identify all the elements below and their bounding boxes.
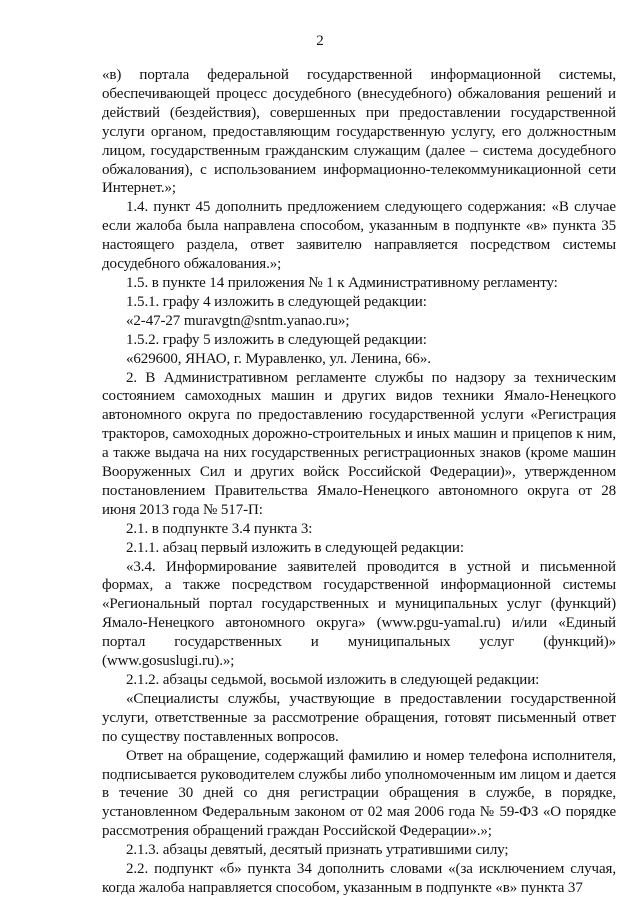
document-body <box>102 66 616 898</box>
paragraph-2: 2. В Административном регламенте службы по надзору за техническим состоянием самоходных машин и других видов техники Ямало-Ненецкого автономного округа по предоставлению государственной услуги «Регистрация тракторов, самоходных дорожно-строительных и иных машин и прицепов к ним, а также выдача на них государственных регистрационных знаков (кроме машин Вооруженных Сил и других войск Российской Федерации)», утвержденном постановлением Правительства Ямало-Ненецкого автономного округа от 28 июня 2013 года № 517-П: <box>102 369 616 518</box>
paragraph-1-5: 1.5. в пункте 14 приложения № 1 к Административному регламенту: <box>126 274 558 291</box>
paragraph-2-2: 2.2. подпункт «б» пункта 34 дополнить словами «(за исключением случая, когда жалоба направляется способом, указанным в подпункте «в» пункта 37 <box>102 861 616 896</box>
paragraph-2-1-1: 2.1.1. абзац первый изложить в следующей редакции: <box>126 539 464 556</box>
paragraph-portal-clause: «в) портала федеральной государственной информационной системы, обеспечивающей процесс досудебного (внесудебного) обжалования решений и действий (бездействия), совершенных при предоставлении государственной услуги органом, предоставляющим государственную услугу, его должностным лицом, государственным гражданским служащим (далее – система досудебного обжалования), с использованием информационно-телекоммуникационной сети Интернет.»; <box>102 67 616 197</box>
paragraph-3-4-quote: «3.4. Информирование заявителей проводится в устной и письменной формах, а также посредством государственной информационной системы «Региональный портал государственных и муниципальных услуг (функций) Ямало-Ненецкого автономного округа» (www.pgu-yamal.ru) и/или «Единый портал государственных и муниципальных услуг (функций)» (www.gosuslugi.ru).»; <box>102 558 616 670</box>
paragraph-phone-email: «2-47-27 muravgtn@sntm.yanao.ru»; <box>126 312 350 329</box>
paragraph-1-4: 1.4. пункт 45 дополнить предложением следующего содержания: «В случае если жалоба была направлена способом, указанным в подпункте «в» пункта 35 настоящего раздела, ответ заявителю направляется посредством системы досудебного обжалования.»; <box>102 199 616 273</box>
paragraph-2-1-2: 2.1.2. абзацы седьмой, восьмой изложить в следующей редакции: <box>126 672 540 688</box>
paragraph-1-5-1: 1.5.1. графу 4 изложить в следующей редакции: <box>126 293 427 310</box>
paragraph-answer: Ответ на обращение, содержащий фамилию и номер телефона исполнителя, подписывается руководителем службы либо уполномоченным им лицом и дается в течение 30 дней со дня регистрации обращения в службе, в порядке, установленном Федеральным законом от 02 мая 2006 года № 59-ФЗ «О порядке рассмотрения обращений граждан Российской Федерации».»; <box>102 747 616 840</box>
paragraph-specialists: «Специалисты службы, участвующие в предоставлении государственной услуги, ответственные за рассмотрение обращения, готовят письменный ответ по существу поставленных вопросов. <box>102 690 616 745</box>
paragraph-2-1: 2.1. в подпункте 3.4 пункта 3: <box>126 520 313 537</box>
paragraph-2-1-3: 2.1.3. абзацы девятый, десятый признать утратившими силу; <box>126 842 509 859</box>
page-number: 2 <box>316 33 324 49</box>
paragraph-address: «629600, ЯНАО, г. Муравленко, ул. Ленина, 66». <box>126 350 431 367</box>
paragraph-1-5-2: 1.5.2. графу 5 изложить в следующей редакции: <box>126 331 427 348</box>
